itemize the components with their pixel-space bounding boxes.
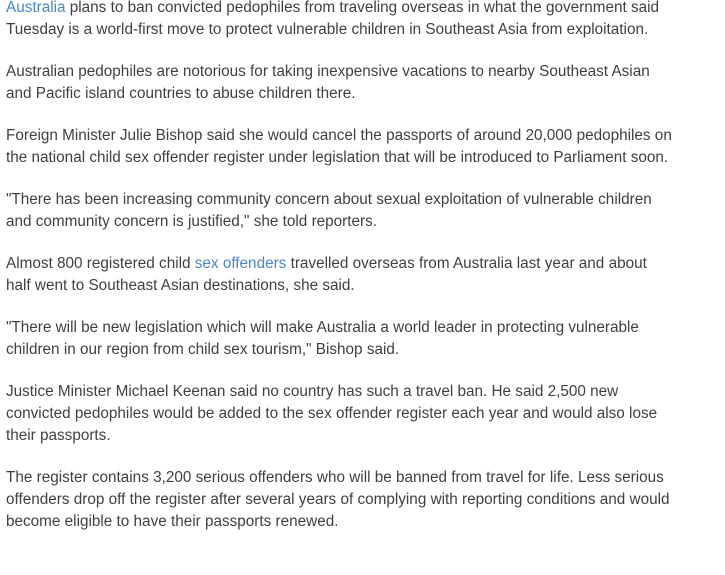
paragraph: Australian pedophiles are notorious for taking inexpensive vacations to nearby Southeast Asian and Pacific island countries to abuse children there.	[6, 63, 650, 102]
australia-link[interactable]: Australia	[6, 0, 66, 16]
paragraph-text: travelled overseas from Australia last year and about half went to Southeast Asian destinations, she said.	[6, 255, 647, 294]
paragraph-text: Almost 800 registered child	[6, 255, 195, 272]
paragraph: Foreign Minister Julie Bishop said she would cancel the passports of around 20,000 pedophiles on the national child sex offender register under legislation that will be introduced to Parliament soon.	[6, 127, 672, 166]
paragraph: Justice Minister Michael Keenan said no country has such a travel ban. He said 2,500 new convicted pedophiles would be added to the sex offender register each year and would also lose their passports.	[6, 383, 658, 444]
paragraph: "There has been increasing community concern about sexual exploitation of vulnerable children and community concern is justified," she told reporters.	[6, 191, 652, 230]
article-body	[6, 0, 674, 553]
paragraph: "There will be new legislation which will make Australia a world leader in protecting vulnerable children in our region from child sex tourism," Bishop said.	[6, 319, 639, 358]
paragraph-text: plans to ban convicted pedophiles from traveling overseas in what the government said Tuesday is a world-first move to protect vulnerable children in Southeast Asia from exploitation.	[6, 0, 660, 38]
sex-offenders-link[interactable]: sex offenders	[194, 255, 287, 272]
paragraph: The register contains 3,200 serious offenders who will be banned from travel for life. Less serious offenders drop off the register after several years of complying with reporting conditions and would become eligible to have their passports renewed.	[6, 469, 670, 530]
paragraph	[6, 253, 674, 297]
paragraph	[6, 0, 674, 41]
